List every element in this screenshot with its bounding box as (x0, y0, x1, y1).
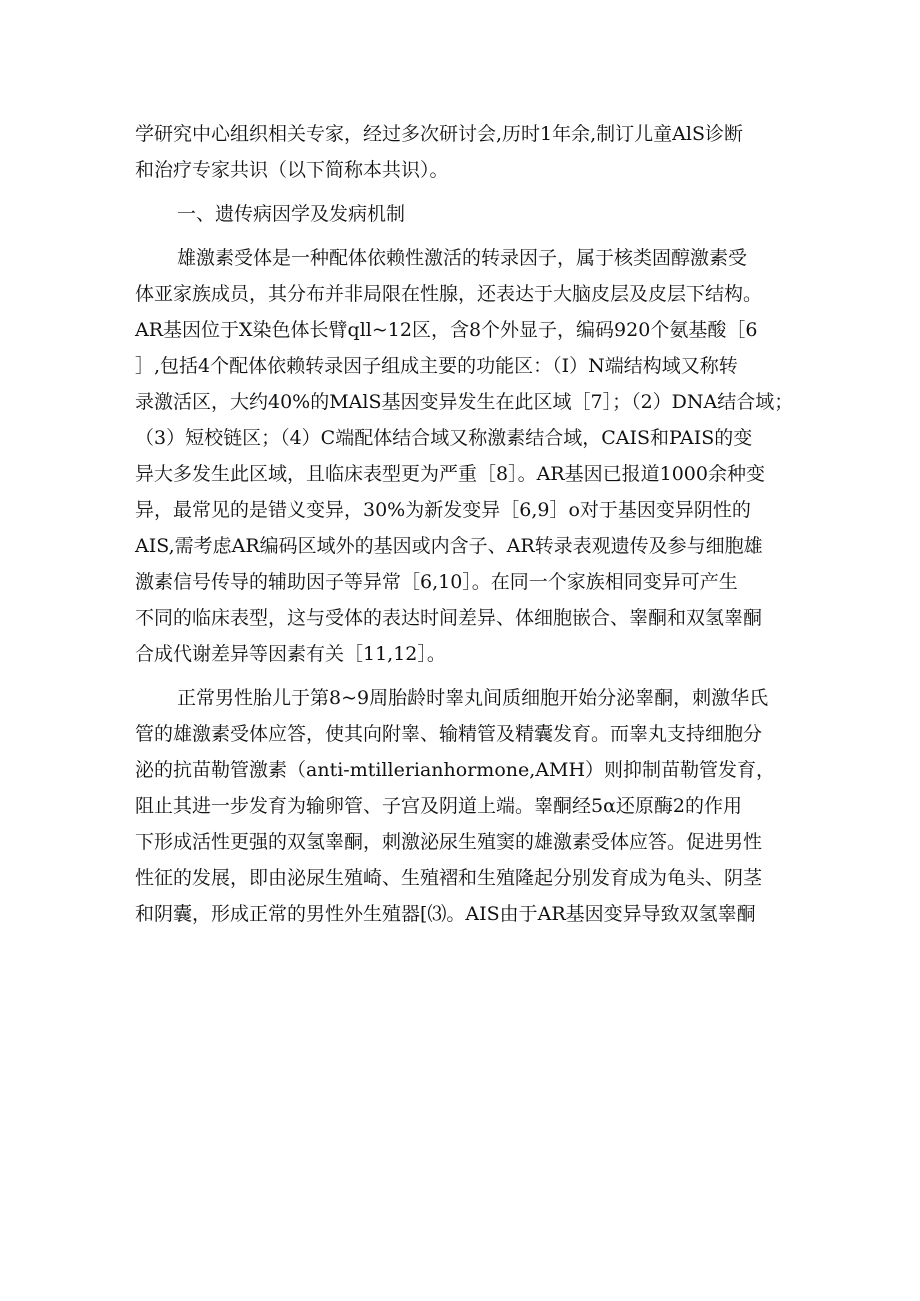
paragraph-intro-continuation (135, 116, 795, 188)
text-line: 阻止其进一步发育为输卵管、子宫及阴道上端。睾酮经5α还原酶2的作用 (135, 795, 743, 817)
text-line: 异，最常见的是错义变异，30%为新发变异［6,9］o对于基因变异阴性的 (135, 499, 751, 521)
text-line: 异大多发生此区域，且临床表型更为严重［8］。AR基因已报道1000余种变 (135, 463, 765, 485)
text-line: 学研究中心组织相关专家，经过多次研讨会,历时1年余,制订儿童AlS诊断 (135, 123, 743, 145)
paragraph-male-development (135, 680, 795, 932)
text-line: 正常男性胎儿于第8~9周胎龄时睾丸间质细胞开始分泌睾酮，刺激华氏 (177, 687, 769, 709)
text-line: 管的雄激素受体应答，使其向附睾、输精管及精囊发育。而睾丸支持细胞分 (135, 723, 763, 745)
text-line: AIS,需考虑AR编码区域外的基因或内含子、AR转录表观遗传及参与细胞雄 (135, 535, 763, 557)
text-line: 下形成活性更强的双氢睾酮，刺激泌尿生殖窦的雄激素受体应答。促进男性 (135, 831, 763, 853)
text-line: 泌的抗苗勒管激素（anti-mtillerianhormone,AMH）则抑制苗勒管发育， (135, 759, 776, 781)
text-line: （3）短校链区；（4）C端配体结合域又称激素结合域，CAIS和PAIS的变 (135, 427, 753, 449)
heading-genetics: 一、遗传病因学及发病机制 (177, 203, 406, 225)
text-line: 和阴囊，形成正常的男性外生殖器[⑶。AIS由于AR基因变异导致双氢睾酮 (135, 903, 756, 925)
paragraph-androgen-receptor (135, 240, 795, 672)
text-line: 合成代谢差异等因素有关［11,12］。 (135, 643, 446, 665)
document-body (135, 116, 795, 932)
text-line: AR基因位于X染色体长臂qll~12区，含8个外显子，编码920个氨基酸［6 (135, 319, 758, 341)
text-line: 录激活区，大约40%的MAlS基因变异发生在此区域［7］；（2）DNA结合域； (135, 391, 794, 413)
text-line: ］,包括4个配体依赖转录因子组成主要的功能区：（I）N端结构域又称转 (135, 355, 738, 377)
text-line: 性征的发展，即由泌尿生殖崎、生殖褶和生殖隆起分别发育成为龟头、阴茎 (135, 867, 763, 889)
section-heading (135, 196, 795, 232)
text-line: 激素信号传导的辅助因子等异常［6,10］。在同一个家族相同变异可产生 (135, 571, 738, 593)
text-line: 雄激素受体是一种配体依赖性激活的转录因子，属于核类固醇激素受 (177, 247, 748, 269)
text-line: 和治疗专家共识（以下简称本共识）。 (135, 159, 449, 181)
text-line: 不同的临床表型，这与受体的表达时间差异、体细胞嵌合、睾酮和双氢睾酮 (135, 607, 763, 629)
text-line: 体亚家族成员，其分布并非局限在性腺，还表达于大脑皮层及皮层下结构。 (135, 283, 763, 305)
